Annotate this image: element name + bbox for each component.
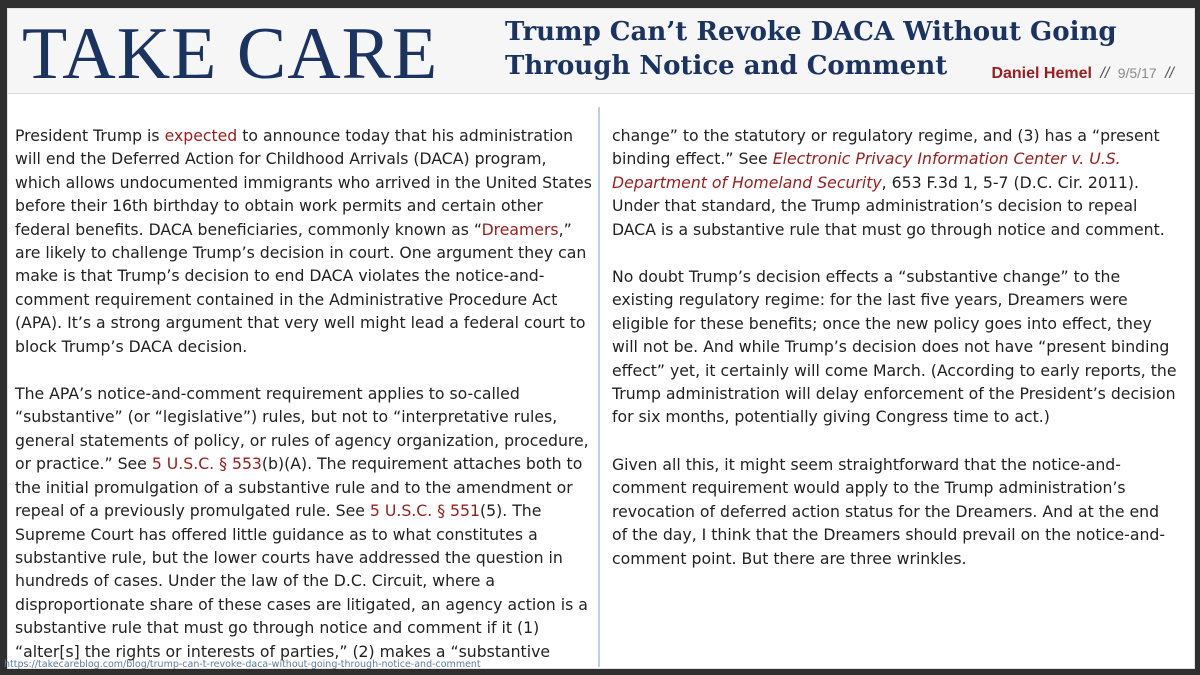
usc-551-link[interactable]: 5 U.S.C. § 551 <box>369 501 481 521</box>
paragraph-1 <box>15 124 595 358</box>
paragraph-text: , 653 F.3d 1, 5-7 (D.C. Cir. 2011). Under that standard, the Trump administration’s decision to repeal DACA is a substantive rule that must go through notice and comment. <box>612 172 1165 239</box>
paragraph-4: No doubt Trump’s decision effects a “substantive change” to the existing regulatory regime: for the last five years, Dreamers were eligible for these benefits; once the new policy goes into effect, they will not be. And while Trump’s decision does not have “present binding effect” yet, it certainly will come March. (According to early reports, the Trump administration will delay enforcement of the President’s decision for six months, potentially giving Congress time to act.) <box>612 267 1177 427</box>
site-logo[interactable]: TAKE CARE <box>22 13 439 95</box>
byline-separator-end: // <box>1165 65 1174 82</box>
paragraph-text: (b)(A). The requirement attaches both to the initial promulgation of a substantive rule and to the amendment or repeal of a previously promulgated rule. See <box>15 454 583 521</box>
paragraph-5: Given all this, it might seem straightforward that the notice-and-comment requirement would apply to the Trump administration’s revocation of deferred action status for the Dreamers. And at the end of the day, I think that the Dreamers should prevail on the notice-and-comment point. But there are three wrinkles. <box>612 454 1166 568</box>
publish-date: 9/5/17 <box>1117 65 1157 81</box>
paragraph-text: to announce today that his administration will end the Deferred Action for Childhood Arrivals (DACA) program, which allows undocumented immigrants who arrived in the United States before their 16th birthday to obtain work permits and certain other federal benefits. DACA beneficiaries, commonly known as “ <box>15 126 592 239</box>
article-column-right <box>612 124 1177 594</box>
paragraph-3 <box>612 124 1177 241</box>
source-url[interactable]: https://takecareblog.com/blog/trump-can-t-revoke-daca-without-going-through-notice-and-comment <box>4 659 481 670</box>
blog-header <box>8 9 1194 94</box>
dreamers-link[interactable]: Dreamers <box>481 219 559 239</box>
paragraph-text: ,” are likely to challenge Trump’s decision in court. One argument they can make is that Trump’s decision to end DACA violates the notice-and-comment requirement contained in the Administrative Procedure Act (APA). It’s a strong argument that very well might lead a federal court to block Trump’s DACA decision. <box>15 219 587 356</box>
article-column-left <box>15 124 595 669</box>
usc-553-link[interactable]: 5 U.S.C. § 553 <box>151 454 262 474</box>
article-title-line1: Trump Can’t Revoke DACA Without Going <box>505 17 1117 47</box>
column-divider <box>598 107 600 667</box>
epic-case-link[interactable]: Electronic Privacy Information Center v. U.S. Department of Homeland Security <box>612 149 1121 192</box>
byline-separator: // <box>1100 65 1110 82</box>
expected-link[interactable]: expected <box>164 126 238 145</box>
paragraph-text: (5). The Supreme Court has offered little guidance as to what constitutes a substantive rule, but the lower courts have addressed the question in hundreds of cases. Under the law of the D.C. Circuit, where a disproportionate share of these cases are litigated, an agency action is a substantive rule that must go through notice and comment if it (1) “alter[s] the rights or interests of parties,” (2) makes a “substantive <box>15 501 588 661</box>
author-link[interactable]: Daniel Hemel <box>991 65 1092 82</box>
paragraph-text: The APA’s notice-and-comment requirement applies to so-called “substantive” (or “legislative”) rules, but not to “interpretative rules, general statements of policy, or rules of agency organization, procedure, or practice.” See <box>15 384 589 474</box>
paragraph-2 <box>15 382 595 663</box>
article-title-line2: Through Notice and Comment <box>505 51 948 81</box>
byline <box>991 65 1178 83</box>
paragraph-text: President Trump is <box>15 126 165 145</box>
article-screenshot <box>7 8 1195 669</box>
paragraph-text: change” to the statutory or regulatory regime, and (3) has a “present binding effect.” See <box>612 126 1160 169</box>
